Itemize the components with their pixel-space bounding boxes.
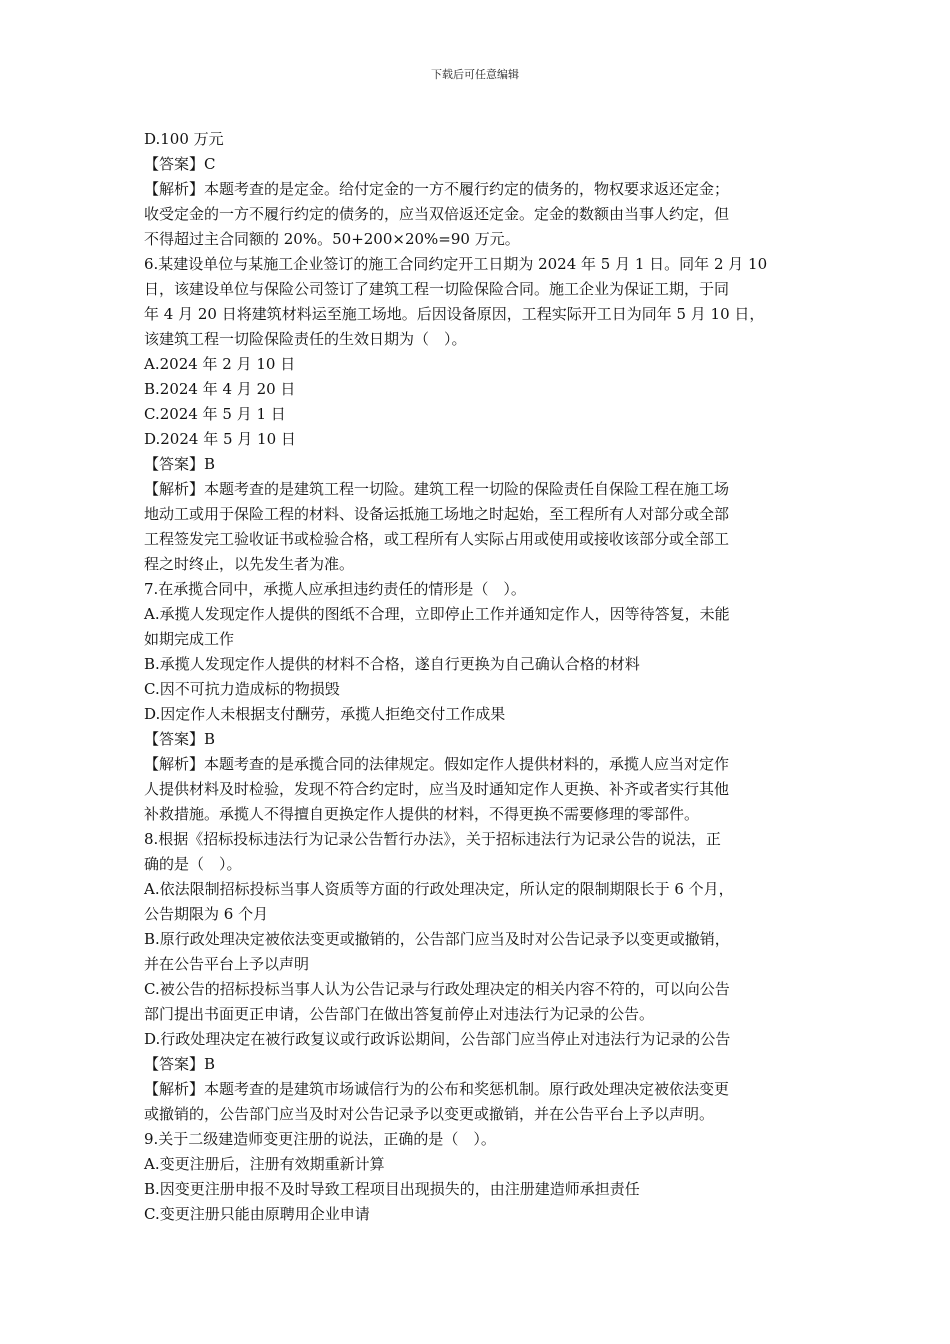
text-line: 年 4 月 20 日将建筑材料运至施工场地。后因设备原因，工程实际开工日为同年 5 月 10 日，	[144, 305, 765, 323]
text-line: B.原行政处理决定被依法变更或撤销的，公告部门应当及时对公告记录予以变更或撤销，	[144, 930, 730, 948]
text-line: 8.根据《招标投标违法行为记录公告暂行办法》，关于招标违法行为记录公告的说法，正	[144, 830, 721, 848]
text-line: 7.在承揽合同中，承揽人应承担违约责任的情形是（ ）。	[144, 580, 526, 598]
text-line: A.依法限制招标投标当事人资质等方面的行政处理决定，所认定的限制期限长于 6 个月，	[144, 880, 734, 898]
text-line: B.承揽人发现定作人提供的材料不合格，遂自行更换为自己确认合格的材料	[144, 655, 640, 673]
text-line: D.因定作人未根据支付酬劳，承揽人拒绝交付工作成果	[144, 705, 506, 723]
text-line: A.2024 年 2 月 10 日	[144, 355, 296, 373]
text-line: 【答案】B	[144, 1055, 216, 1073]
text-line: C.2024 年 5 月 1 日	[144, 405, 286, 423]
text-line: 不得超过主合同额的 20%。50+200×20%=90 万元。	[144, 230, 520, 248]
text-line: D.2024 年 5 月 10 日	[144, 430, 296, 448]
text-line: 【解析】本题考查的是定金。给付定金的一方不履行约定的债务的，物权要求返还定金；	[144, 180, 730, 198]
text-line: A.承揽人发现定作人提供的图纸不合理，立即停止工作并通知定作人，因等待答复，未能	[144, 605, 730, 623]
document-body	[144, 127, 816, 1227]
text-line: 【答案】C	[144, 155, 216, 173]
text-line: 如期完成工作	[144, 630, 235, 648]
text-line: 确的是（ ）。	[144, 855, 242, 873]
text-line: 9.关于二级建造师变更注册的说法，正确的是（ ）。	[144, 1130, 496, 1148]
text-line: 工程签发完工验收证书或检验合格，或工程所有人实际占用或使用或接收该部分或全部工	[144, 530, 730, 548]
text-line: 人提供材料及时检验，发现不符合约定时，应当及时通知定作人更换、补齐或者实行其他	[144, 780, 730, 798]
text-line: 公告期限为 6 个月	[144, 905, 269, 923]
text-line: 部门提出书面更正申请，公告部门在做出答复前停止对违法行为记录的公告。	[144, 1005, 655, 1023]
text-line: C.变更注册只能由原聘用企业申请	[144, 1205, 370, 1223]
text-line: 补救措施。承揽人不得擅自更换定作人提供的材料，不得更换不需要修理的零部件。	[144, 805, 700, 823]
text-line: 【答案】B	[144, 455, 216, 473]
text-line: 收受定金的一方不履行约定的债务的，应当双倍返还定金。定金的数额由当事人约定，但	[144, 205, 730, 223]
text-line: B.因变更注册申报不及时导致工程项目出现损失的，由注册建造师承担责任	[144, 1180, 640, 1198]
text-line: C.被公告的招标投标当事人认为公告记录与行政处理决定的相关内容不符的，可以向公告	[144, 980, 730, 998]
text-line: D.行政处理决定在被行政复议或行政诉讼期间，公告部门应当停止对违法行为记录的公告	[144, 1030, 731, 1048]
text-line: D.100 万元	[144, 130, 224, 148]
text-line: B.2024 年 4 月 20 日	[144, 380, 296, 398]
text-line: 地动工或用于保险工程的材料、设备运抵施工场地之时起始，至工程所有人对部分或全部	[144, 505, 730, 523]
text-line: 程之时终止，以先发生者为准。	[144, 555, 355, 573]
text-line: 【解析】本题考查的是建筑市场诚信行为的公布和奖惩机制。原行政处理决定被依法变更	[144, 1080, 730, 1098]
text-line: 日，该建设单位与保险公司签订了建筑工程一切险保险合同。施工企业为保证工期，于同	[144, 280, 730, 298]
text-line: C.因不可抗力造成标的物损毁	[144, 680, 340, 698]
text-line: 【解析】本题考查的是建筑工程一切险。建筑工程一切险的保险责任自保险工程在施工场	[144, 480, 730, 498]
text-line: 该建筑工程一切险保险责任的生效日期为（ ）。	[144, 330, 467, 348]
text-line: 或撤销的，公告部门应当及时对公告记录予以变更或撤销，并在公告平台上予以声明。	[144, 1105, 715, 1123]
text-line: 6.某建设单位与某施工企业签订的施工合同约定开工日期为 2024 年 5 月 1 日。同年 2 月 10	[144, 255, 768, 273]
text-line: 【解析】本题考查的是承揽合同的法律规定。假如定作人提供材料的，承揽人应当对定作	[144, 755, 730, 773]
text-line: A.变更注册后，注册有效期重新计算	[144, 1155, 385, 1173]
text-line: 并在公告平台上予以声明	[144, 955, 310, 973]
text-line: 【答案】B	[144, 730, 216, 748]
page-header: 下载后可任意编辑	[431, 68, 519, 81]
